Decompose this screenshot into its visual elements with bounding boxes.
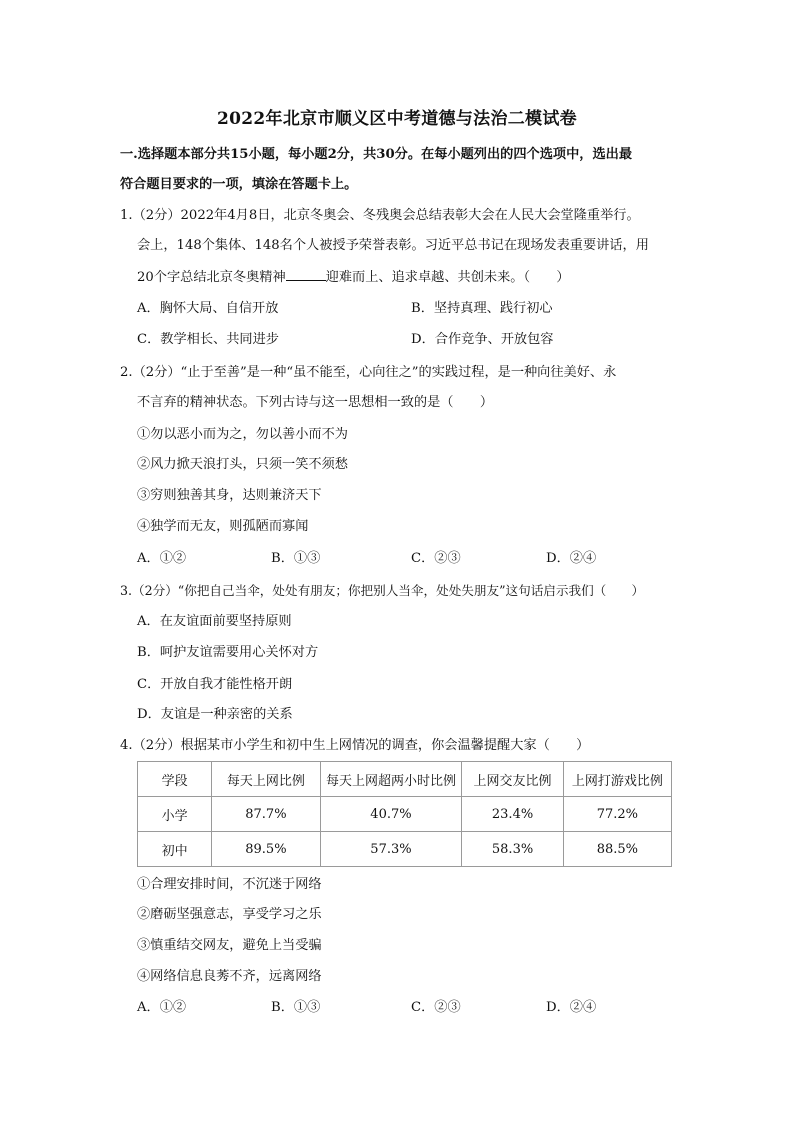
table-cell: 小学 (138, 797, 212, 832)
q1-stem-line2: 会上，148个集体、148名个人被授予荣誉表彰。习近平总书记在现场发表重要讲话，用 (137, 238, 649, 253)
q3-option-c: C．开放自我才能性格开朗 (137, 677, 293, 692)
q4-statement-4: ④网络信息良莠不齐，远离网络 (137, 969, 322, 984)
q4-option-d: D．②④ (546, 1000, 597, 1015)
q4-stem-line1: 4.（2分）根据某市小学生和初中生上网情况的调查，你会温馨提醒大家（ ） (120, 738, 590, 753)
table-cell: 23.4% (462, 797, 563, 832)
section-instructions-line1: 一.选择题本部分共15小题，每小题2分，共30分。在每小题列出的四个选项中，选出最 (120, 147, 633, 162)
q4-option-b: B．①③ (271, 1000, 321, 1015)
q4-option-a: A．①② (137, 1000, 187, 1015)
q1-stem-line3-part2: 迎难而上、追求卓越、共创未来。（ ） (325, 270, 570, 285)
table-cell: 87.7% (212, 797, 320, 832)
q1-option-a: A．胸怀大局、自信开放 (137, 301, 279, 316)
table-cell: 77.2% (563, 797, 671, 832)
page-title: 2022年北京市顺义区中考道德与法治二模试卷 (217, 109, 577, 129)
q1-option-b: B．坚持真理、践行初心 (411, 301, 553, 316)
q1-option-c: C．教学相长、共同进步 (137, 332, 279, 347)
table-header-cell: 上网交友比例 (462, 762, 563, 797)
section-instructions (120, 140, 690, 200)
table-cell: 57.3% (320, 832, 462, 867)
table-header-row (138, 762, 672, 797)
q4-option-c: C．②③ (411, 1000, 461, 1015)
q3-stem-line1: 3.（2分）“你把自己当伞，处处有朋友；你把别人当伞，处处失朋友”这句话启示我们（ ） (120, 583, 645, 598)
q1-stem-line3-part1: 20个字总结北京冬奥精神 (137, 270, 286, 285)
table-cell: 58.3% (462, 832, 563, 867)
q3-option-b: B．呵护友谊需要用心关怀对方 (137, 645, 319, 660)
q2-statement-1: ①勿以恶小而为之，勿以善小而不为 (137, 427, 348, 442)
q2-option-c: C．②③ (411, 551, 461, 566)
q2-option-b: B．①③ (271, 551, 321, 566)
q2-option-d: D．②④ (546, 551, 597, 566)
q1-stem-line1: 1.（2分）2022年4月8日，北京冬奥会、冬残奥会总结表彰大会在人民大会堂隆重举行。 (120, 208, 640, 223)
table-header-cell: 上网打游戏比例 (563, 762, 671, 797)
section-instructions-line2: 符合题目要求的一项，填涂在答题卡上。 (120, 177, 358, 192)
q1-option-d: D．合作竞争、开放包容 (411, 332, 554, 347)
table-header-cell: 每天上网比例 (212, 762, 320, 797)
q2-stem-line2: 不言弃的精神状态。下列古诗与这一思想相一致的是（ ） (137, 395, 494, 410)
q4-statement-2: ②磨砺坚强意志，享受学习之乐 (137, 907, 322, 922)
q2-option-a: A．①② (137, 551, 187, 566)
q2-statement-2: ②风力掀天浪打头，只须一笑不须愁 (137, 457, 348, 472)
q2-stem-line1: 2.（2分）“止于至善”是一种“虽不能至，心向往之”的实践过程，是一种向往美好、永 (120, 365, 617, 380)
q3-option-d: D．友谊是一种亲密的关系 (137, 707, 293, 722)
table-header-cell: 学段 (138, 762, 212, 797)
table-cell: 89.5% (212, 832, 320, 867)
table-cell: 40.7% (320, 797, 462, 832)
table-row (138, 832, 672, 867)
q2-statement-4: ④独学而无友，则孤陋而寡闻 (137, 519, 309, 534)
table-row (138, 797, 672, 832)
q4-statement-3: ③慎重结交网友，避免上当受骗 (137, 938, 322, 953)
table-cell: 88.5% (563, 832, 671, 867)
q1-stem-line3 (137, 268, 570, 287)
q3-option-a: A．在友谊面前要坚持原则 (137, 614, 292, 629)
table-header-cell: 每天上网超两小时比例 (320, 762, 462, 797)
table-cell: 初中 (138, 832, 212, 867)
fill-blank (286, 268, 326, 281)
q2-statement-3: ③穷则独善其身，达则兼济天下 (137, 488, 322, 503)
survey-table (137, 761, 672, 867)
q4-statement-1: ①合理安排时间，不沉迷于网络 (137, 877, 322, 892)
